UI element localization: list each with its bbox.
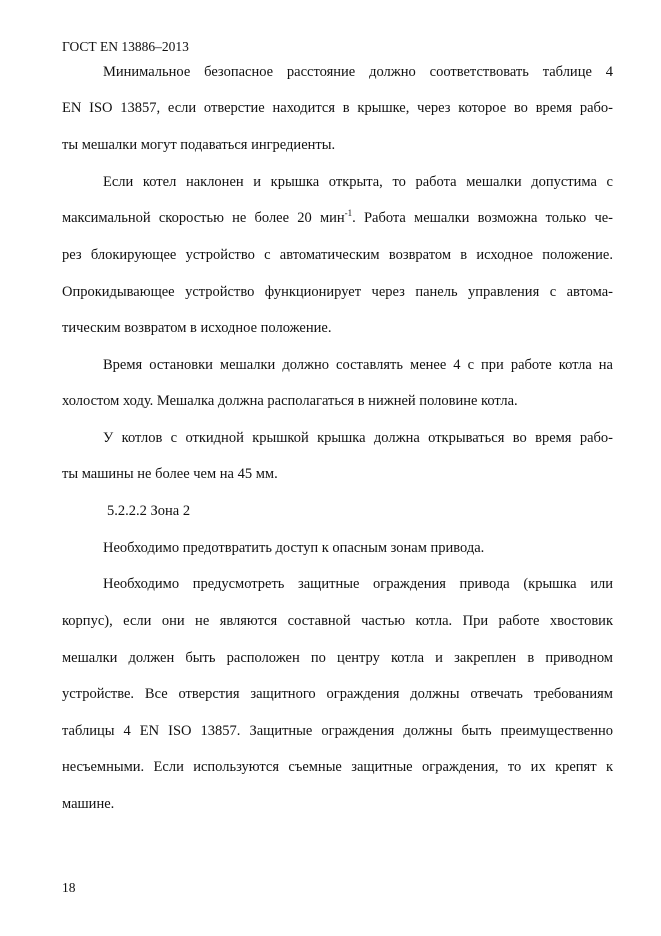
text-line: устройстве. Все отверстия защитного ограждения должны отвечать требованиям xyxy=(62,686,613,702)
text-line: Минимальное безопасное расстояние должно соответствовать таблице 4 xyxy=(103,64,613,80)
text-line: таблицы 4 EN ISO 13857. Защитные ограждения должны быть преимущественно xyxy=(62,723,613,739)
text-line: тическим возвратом в исходное положение. xyxy=(62,320,332,336)
text-segment: . Работа мешалки возможна только че- xyxy=(352,210,613,226)
text-line: ты машины не более чем на 45 мм. xyxy=(62,466,278,482)
text-line: рез блокирующее устройство с автоматическим возвратом в исходное положение. xyxy=(62,247,613,263)
text-line: мешалки должен быть расположен по центру котла и закреплен в приводном xyxy=(62,650,613,666)
text-line: машине. xyxy=(62,796,115,812)
section-heading: 5.2.2.2 Зона 2 xyxy=(107,503,191,519)
text-line: корпус), если они не являются составной частью котла. При работе хвостовик xyxy=(62,613,613,629)
text-line: несъемными. Если используются съемные защитные ограждения, то их крепят к xyxy=(62,759,613,775)
text-line: ты мешалки могут подаваться ингредиенты. xyxy=(62,137,336,153)
text-line: Время остановки мешалки должно составлять менее 4 с при работе котла на xyxy=(103,357,613,373)
document-header: ГОСТ EN 13886–2013 xyxy=(62,39,189,54)
text-line: Необходимо предусмотреть защитные ограждения привода (крышка или xyxy=(103,576,613,592)
text-line: Необходимо предотвратить доступ к опасным зонам привода. xyxy=(103,540,485,556)
superscript: -1 xyxy=(344,208,353,218)
text-line-with-superscript xyxy=(62,210,613,227)
text-line: Если котел наклонен и крышка открыта, то работа мешалки допустима с xyxy=(103,174,613,190)
text-segment: максимальной скоростью не более 20 мин xyxy=(62,210,345,226)
text-line: Опрокидывающее устройство функционирует через панель управления с автома- xyxy=(62,284,613,300)
page-number: 18 xyxy=(62,880,76,895)
text-line: EN ISO 13857, если отверстие находится в крышке, через которое во время рабо- xyxy=(62,100,613,116)
text-line: У котлов с откидной крышкой крышка должна открываться во время рабо- xyxy=(103,430,613,446)
text-line: холостом ходу. Мешалка должна располагаться в нижней половине котла. xyxy=(62,393,518,409)
